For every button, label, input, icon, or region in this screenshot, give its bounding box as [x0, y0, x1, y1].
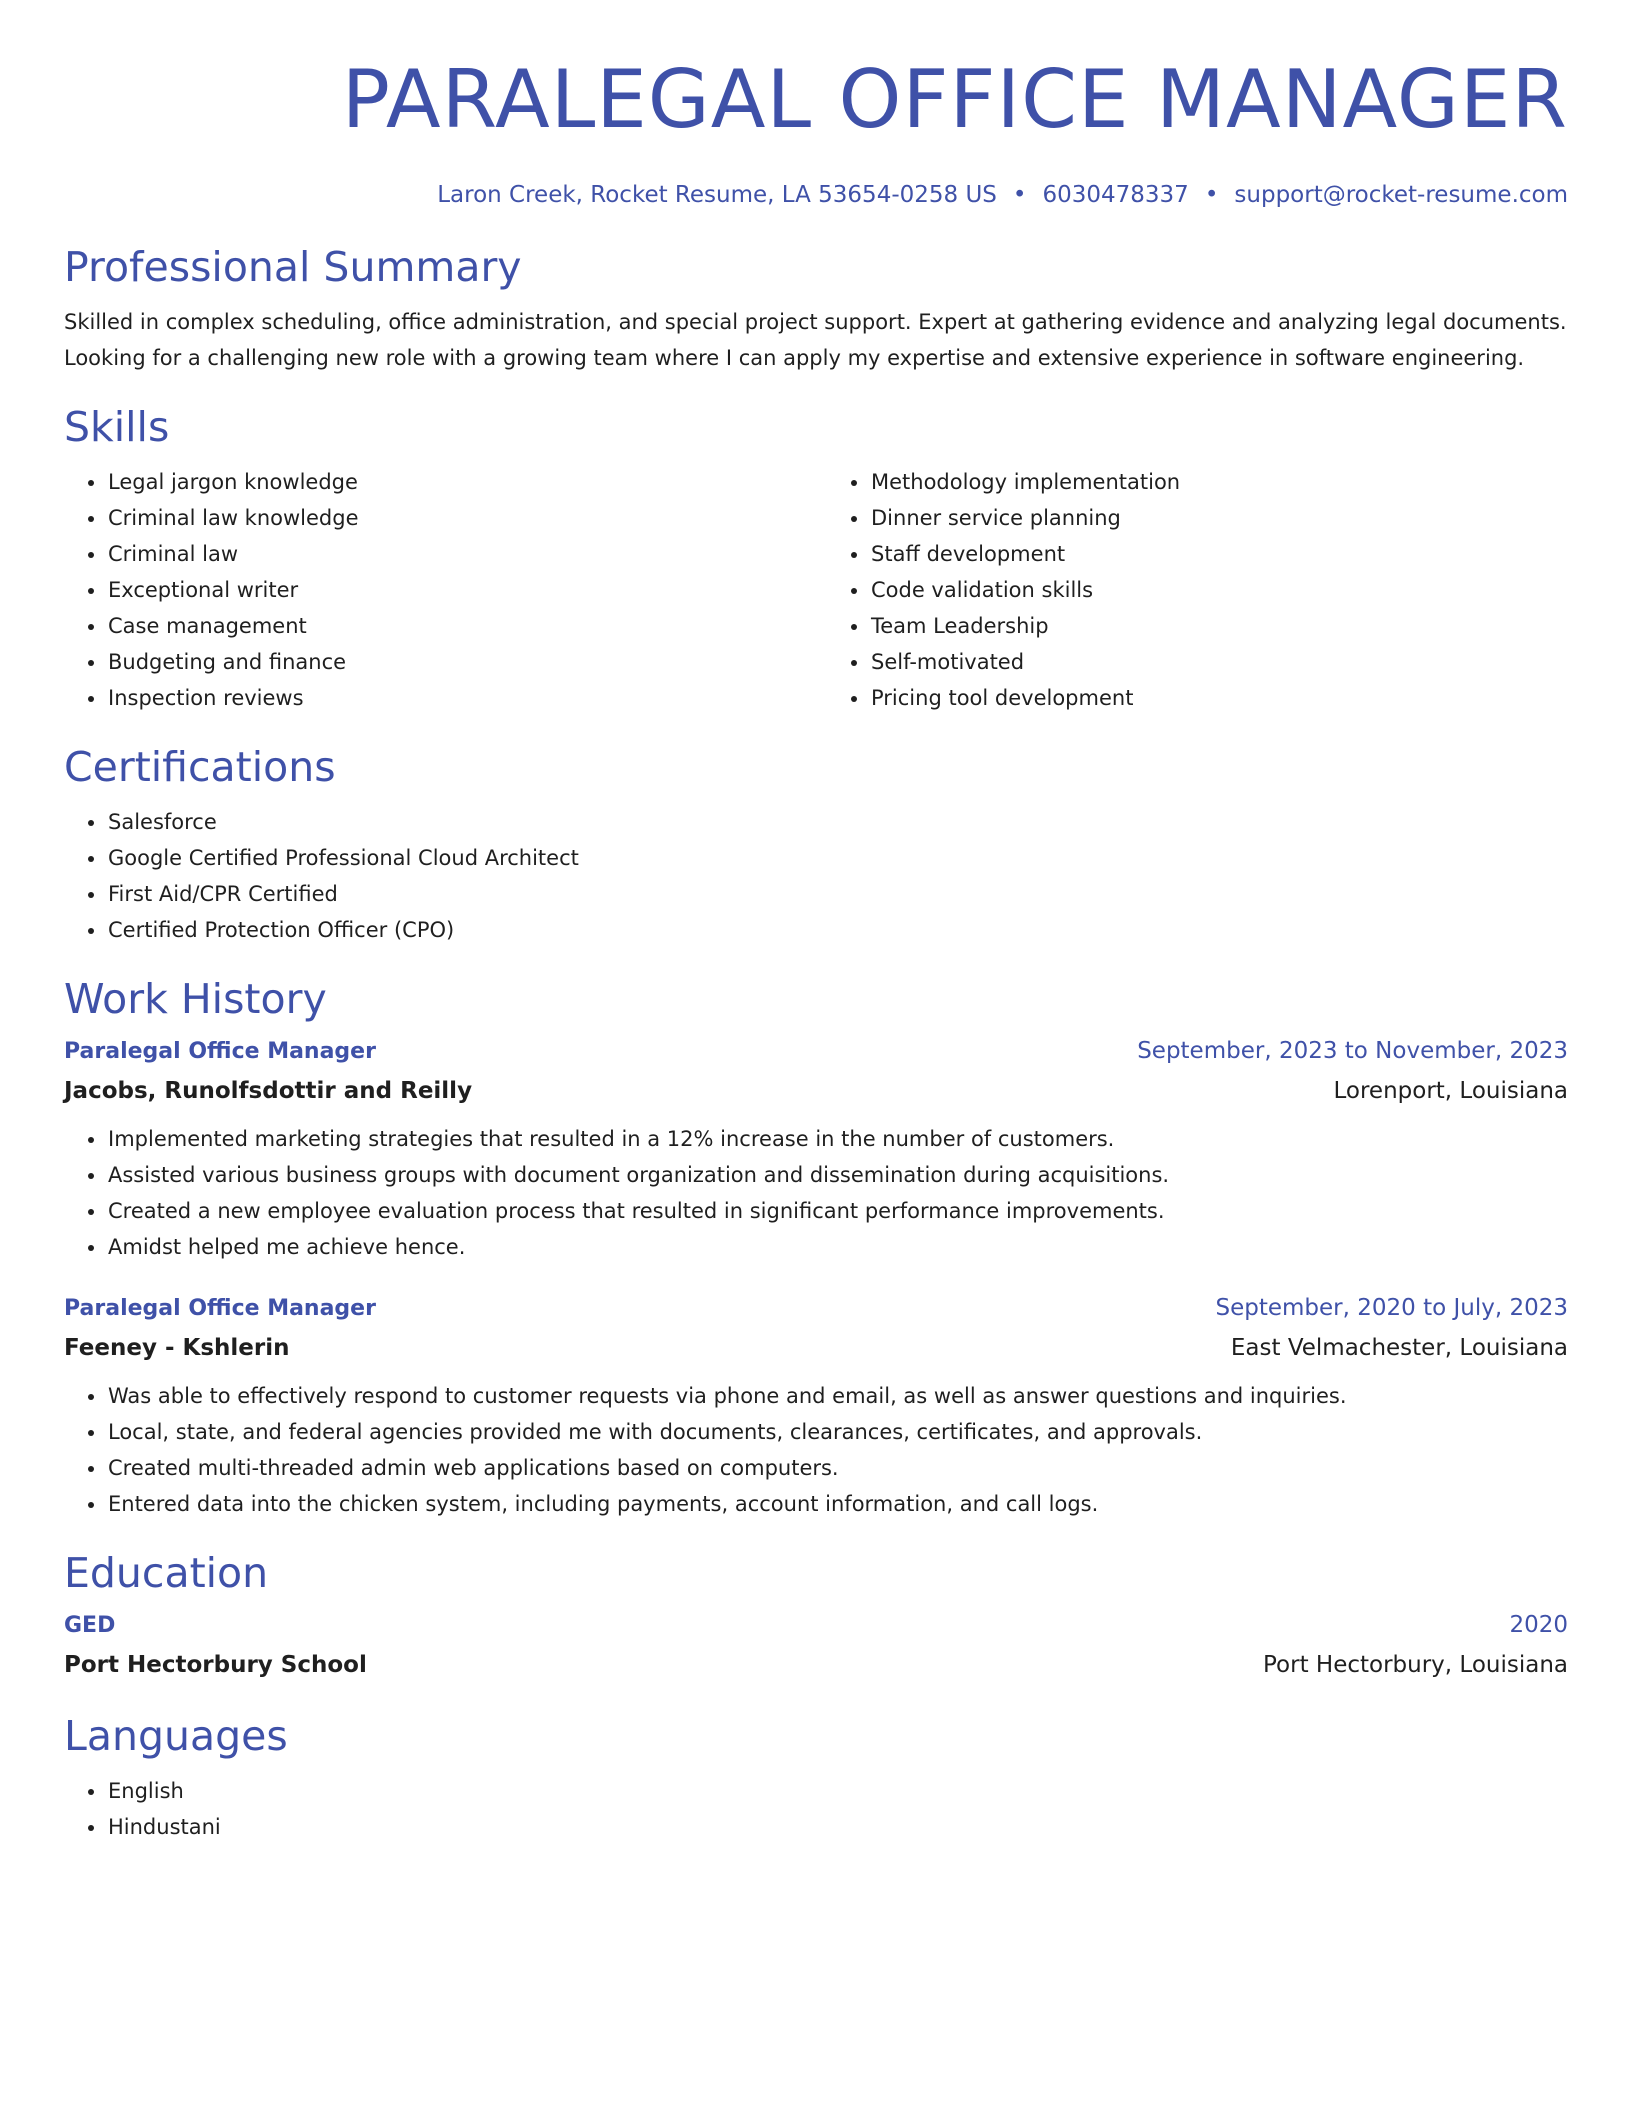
list-item: • Local, state, and federal agencies provided me with documents, clearances, certificates, and approvals. — [107, 1414, 1568, 1450]
list-item: • Pricing tool development — [870, 680, 1568, 716]
education-school-row — [64, 1645, 1568, 1685]
section-title-certifications: Certifications — [64, 743, 336, 791]
job-company: Jacobs, Runolfsdottir and Reilly — [64, 1078, 473, 1104]
list-item: • Certified Protection Officer (CPO) — [107, 912, 1568, 948]
languages-section — [64, 1711, 1568, 1845]
section-title-work-history: Work History — [64, 975, 327, 1023]
list-item: • Amidst helped me achieve hence. — [107, 1229, 1568, 1265]
job-company-row — [64, 1071, 1568, 1111]
list-item: • First Aid/CPR Certified — [107, 876, 1568, 912]
candidate-name: PARALEGAL OFFICE MANAGER — [341, 53, 1568, 146]
education-location: Port Hectorbury, Louisiana — [1263, 1652, 1568, 1678]
list-item: • Entered data into the chicken system, including payments, account information, and call logs. — [107, 1486, 1568, 1522]
job-entry — [64, 1032, 1568, 1265]
job-company-row — [64, 1328, 1568, 1368]
resume-header — [64, 52, 1568, 210]
job-bullets — [64, 1121, 1568, 1265]
list-item: • Was able to effectively respond to customer requests via phone and email, as well as answer questions and inquiries. — [107, 1378, 1568, 1414]
job-dates: September, 2023 to November, 2023 — [1137, 1038, 1568, 1064]
languages-list — [64, 1773, 1568, 1845]
section-title-skills: Skills — [64, 403, 170, 451]
list-item: • Methodology implementation — [870, 464, 1568, 500]
job-title: Paralegal Office Manager — [64, 1296, 376, 1321]
section-title-summary: Professional Summary — [64, 243, 522, 291]
list-item: • Inspection reviews — [107, 680, 816, 716]
education-entry — [64, 1606, 1568, 1685]
education-school: Port Hectorbury School — [64, 1652, 367, 1678]
skills-columns — [64, 464, 1568, 716]
list-item: • Criminal law knowledge — [107, 500, 816, 536]
list-item: • Staff development — [870, 536, 1568, 572]
education-degree: GED — [64, 1613, 116, 1638]
job-company: Feeney - Kshlerin — [64, 1335, 290, 1361]
contact-phone: 6030478337 — [1042, 182, 1189, 208]
list-item: • Exceptional writer — [107, 572, 816, 608]
list-item: • Implemented marketing strategies that resulted in a 12% increase in the number of customers. — [107, 1121, 1568, 1157]
skills-section — [64, 402, 1568, 716]
summary-text: Skilled in complex scheduling, office administration, and special project support. Expert at gathering evidence and analyzing legal documents. Looking for a challenging new role with a growing team where I can apply my expertise and extensive experience in software engineering. — [64, 310, 1567, 370]
list-item: • Self-motivated — [870, 644, 1568, 680]
job-location: East Velmachester, Louisiana — [1230, 1335, 1568, 1361]
list-item: • Criminal law — [107, 536, 816, 572]
contact-separator: • — [1012, 182, 1027, 208]
job-title: Paralegal Office Manager — [64, 1039, 376, 1064]
list-item: • Code validation skills — [870, 572, 1568, 608]
list-item: • English — [107, 1773, 1568, 1809]
list-item: • Legal jargon knowledge — [107, 464, 816, 500]
work-history-section — [64, 974, 1568, 1522]
job-entry — [64, 1289, 1568, 1522]
job-header-row — [64, 1289, 1568, 1328]
list-item: • Case management — [107, 608, 816, 644]
section-title-education: Education — [64, 1549, 269, 1597]
skills-list-right — [816, 464, 1568, 716]
list-item: • Dinner service planning — [870, 500, 1568, 536]
list-item: • Google Certified Professional Cloud Architect — [107, 840, 1568, 876]
certifications-section — [64, 742, 1568, 948]
list-item: • Team Leadership — [870, 608, 1568, 644]
list-item: • Budgeting and finance — [107, 644, 816, 680]
job-bullets — [64, 1378, 1568, 1522]
contact-separator: • — [1204, 182, 1219, 208]
education-year: 2020 — [1509, 1612, 1568, 1638]
list-item: • Salesforce — [107, 804, 1568, 840]
education-header-row — [64, 1606, 1568, 1645]
certifications-list — [64, 804, 1568, 948]
job-header-row — [64, 1032, 1568, 1071]
list-item: • Assisted various business groups with document organization and dissemination during acquisitions. — [107, 1157, 1568, 1193]
job-dates: September, 2020 to July, 2023 — [1215, 1295, 1568, 1321]
contact-address: Laron Creek, Rocket Resume, LA 53654-0258 US — [437, 182, 997, 208]
job-location: Lorenport, Louisiana — [1333, 1078, 1568, 1104]
list-item: • Created multi-threaded admin web applications based on computers. — [107, 1450, 1568, 1486]
section-title-languages: Languages — [64, 1712, 288, 1760]
list-item: • Hindustani — [107, 1809, 1568, 1845]
education-section — [64, 1548, 1568, 1685]
contact-line — [64, 180, 1568, 210]
summary-section — [64, 242, 1568, 376]
list-item: • Created a new employee evaluation process that resulted in significant performance improvements. — [107, 1193, 1568, 1229]
contact-email[interactable]: support@rocket-resume.com — [1234, 182, 1568, 208]
skills-list-left — [64, 464, 816, 716]
